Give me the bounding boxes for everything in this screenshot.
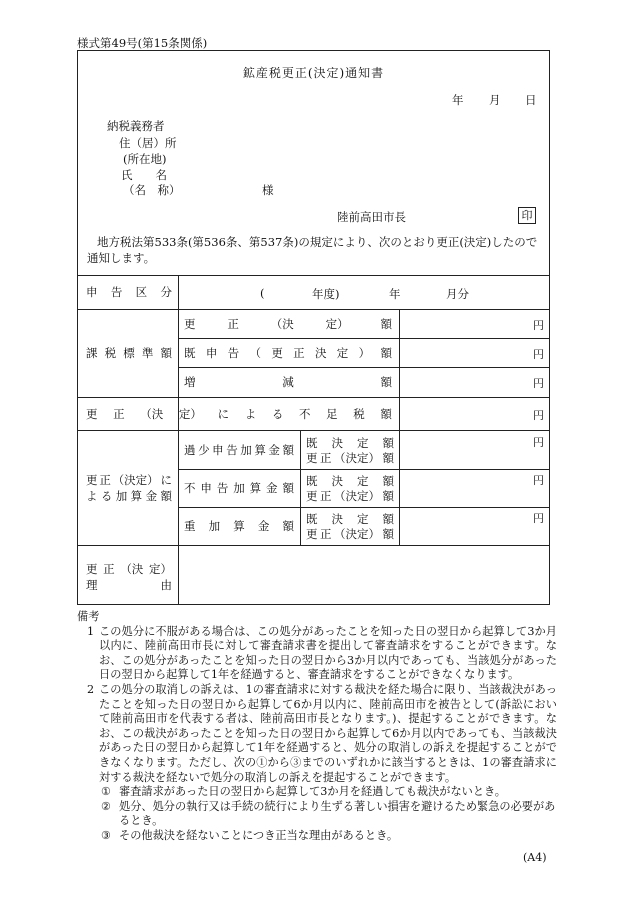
nonreport-penalty-label: 不 申 告 加 算 金 額 <box>184 481 294 495</box>
fiscal-open: ( <box>260 286 265 300</box>
yen-unit: 円 <box>533 348 544 361</box>
penalty-sub-labels: 既 決 定 額 更 正 （決定） 額 <box>306 473 394 503</box>
date-day: 日 <box>525 93 537 107</box>
previous-amount-label: 既 申 告 （ 更 正 決 定 ） 額 <box>184 345 392 360</box>
notes-section <box>77 610 557 844</box>
table-rule <box>178 275 179 605</box>
corp-name-label: （名 称） <box>123 183 181 197</box>
table-rule <box>399 309 400 545</box>
intro-text: 地方税法第533条(第536条、第537条)の規定により、次のとおり更正(決定)したので通知します。 <box>87 235 538 265</box>
reason-label: 更 正 （決 定） 理 由 <box>86 562 172 592</box>
yen-unit: 円 <box>533 512 544 525</box>
form-number: 様式第49号(第15条関係) <box>77 36 208 50</box>
note-sub-item: ③ その他裁決を経ないことにつき正当な理由があるとき。 <box>101 828 399 842</box>
name-label: 氏 名 <box>121 168 167 182</box>
corrected-amount-label: 更 正 （決 定） 額 <box>184 316 392 331</box>
penalty-label: 更 正 （決定） に よ る 加 算 金 額 <box>86 473 172 503</box>
honorific: 様 <box>262 183 274 197</box>
note-sub-item: ① 審査請求があった日の翌日から起算して3か月を経過しても裁決がないとき。 <box>101 785 506 799</box>
note-item: 1 この処分に不服がある場合は、この処分があったことを知った日の翌日から起算して3か月以内に、陸前高田市長に対して審査請求書を提出して審査請求をすることができます。なお、この処分があったことを知った日の翌日から3か月以内であっても、当該処分があった日の翌日から起算して1年を経過すると、審査請求をすることができなくなります。 <box>87 624 557 682</box>
change-amount-label: 増 減 額 <box>184 375 392 389</box>
address-label: 住（居）所 <box>119 136 177 150</box>
yen-unit: 円 <box>533 409 544 422</box>
date-year: 年 <box>452 93 464 107</box>
notes-heading: 備考 <box>77 610 100 623</box>
fiscal-year-label: 年度) <box>312 287 340 301</box>
seal-mark: 印 <box>518 207 536 224</box>
tax-base-label: 課 税 標 準 額 <box>86 346 172 360</box>
issuer-name: 陸前高田市長 <box>337 210 406 224</box>
period-year-label: 年 <box>389 287 401 301</box>
heavy-penalty-label: 重 加 算 金 額 <box>184 519 294 533</box>
taxpayer-heading: 納税義務者 <box>107 119 165 133</box>
penalty-sub-labels: 既 決 定 額 更 正 （決定） 額 <box>306 435 394 465</box>
yen-unit: 円 <box>533 436 544 449</box>
table-rule <box>300 430 301 545</box>
table-rule <box>77 545 550 546</box>
paper-size-label: (A4) <box>523 851 547 864</box>
note-sub-item: ② 処分、処分の執行又は手続の続行により生ずる著しい損害を避けるため緊急の必要があるとき。 <box>101 799 556 828</box>
deficiency-label: 更 正 （決 定） に よ る 不 足 税 額 <box>86 406 392 421</box>
underreport-penalty-label: 過 少 申 告 加 算 金 額 <box>184 442 294 457</box>
penalty-sub-labels: 既 決 定 額 更 正 （決定） 額 <box>306 511 394 541</box>
period-month-label: 月分 <box>446 287 469 301</box>
table-rule <box>77 430 550 431</box>
yen-unit: 円 <box>533 377 544 390</box>
declaration-label: 申 告 区 分 <box>86 285 172 299</box>
location-label: (所在地) <box>123 152 167 166</box>
yen-unit: 円 <box>533 319 544 332</box>
date-month: 月 <box>489 93 501 107</box>
document-title: 鉱産税更正(決定)通知書 <box>242 66 385 80</box>
yen-unit: 円 <box>533 474 544 487</box>
note-item: 2 この処分の取消しの訴えは、1の審査請求に対する裁決を経た場合に限り、当該裁決があったことを知った日の翌日から起算して6か月以内に、陸前高田市を被告として(訴訟において陸前高田市を代表する者は、陸前高田市長となります。)、提起することができます。なお、この裁決があったことを知った日の翌日から起算して6か月以内であっても、当該裁決があった日の翌日から起算して1年を経過すると、処分の取消しの訴えを提起することができなくなります。ただし、次の①から③までのいずれかに該当するときは、1の審査請求に対する裁決を経ないで処分の取消しの訴えを提起することができます。 <box>87 682 557 784</box>
